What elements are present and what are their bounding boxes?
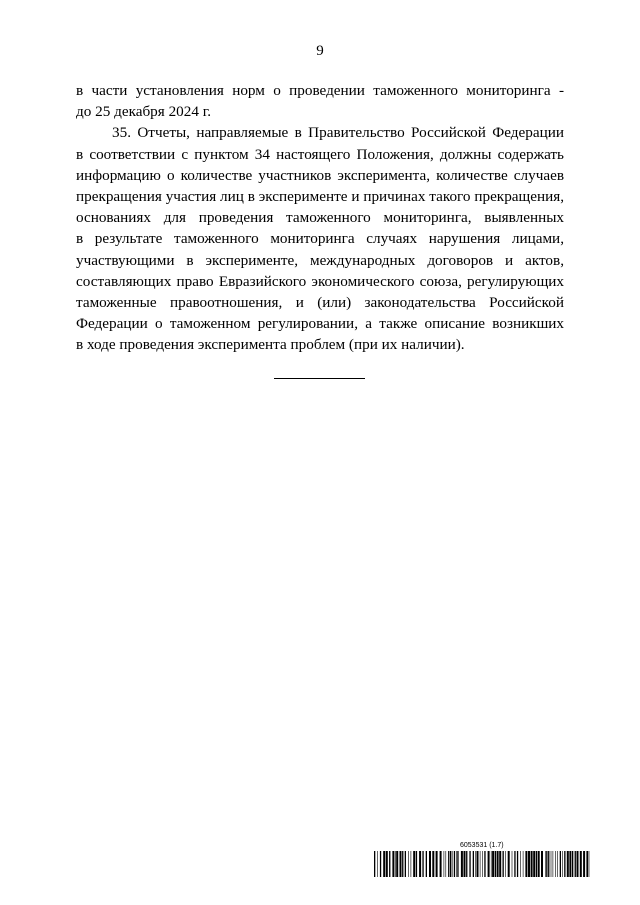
paragraph-2-line-6: в результате таможенного мониторинга случаях нарушения лицами,	[76, 230, 564, 248]
paragraph-2-line-1: 35. Отчеты, направляемые в Правительство Российской Федерации	[112, 124, 564, 142]
barcode-label: 6053531 (1.7)	[460, 842, 504, 849]
paragraph-2-line-9: таможенные правоотношения, и (или) законодательства Российской	[76, 294, 564, 312]
paragraph-2-line-4: прекращения участия лиц в эксперименте и причинах такого прекращения,	[76, 188, 564, 206]
paragraph-2-line-5: основаниях для проведения таможенного мониторинга, выявленных	[76, 209, 564, 227]
paragraph-1-line-1: в части установления норм о проведении таможенного мониторинга -	[76, 82, 564, 99]
paragraph-2-line-11: в ходе проведения эксперимента проблем (при их наличии).	[76, 336, 465, 354]
paragraph-2-line-10: Федерации о таможенном регулировании, а также описание возникших	[76, 315, 564, 333]
paragraph-2-line-7: участвующими в эксперименте, международных договоров и актов,	[76, 251, 564, 269]
paragraph-2-line-8: составляющих право Евразийского экономического союза, регулирующих	[76, 272, 564, 290]
paragraph-2	[76, 122, 564, 355]
document-body	[76, 80, 564, 356]
page-number: 9	[316, 43, 324, 59]
barcode-icon	[374, 851, 590, 877]
paragraph-2-line-3: информацию о количестве участников эксперимента, количестве случаев	[76, 166, 564, 184]
end-separator-line	[274, 378, 365, 379]
paragraph-1	[76, 80, 564, 122]
paragraph-2-line-2: в соответствии с пунктом 34 настоящего Положения, должны содержать	[76, 145, 564, 163]
paragraph-1-line-2: до 25 декабря 2024 г.	[76, 103, 212, 121]
